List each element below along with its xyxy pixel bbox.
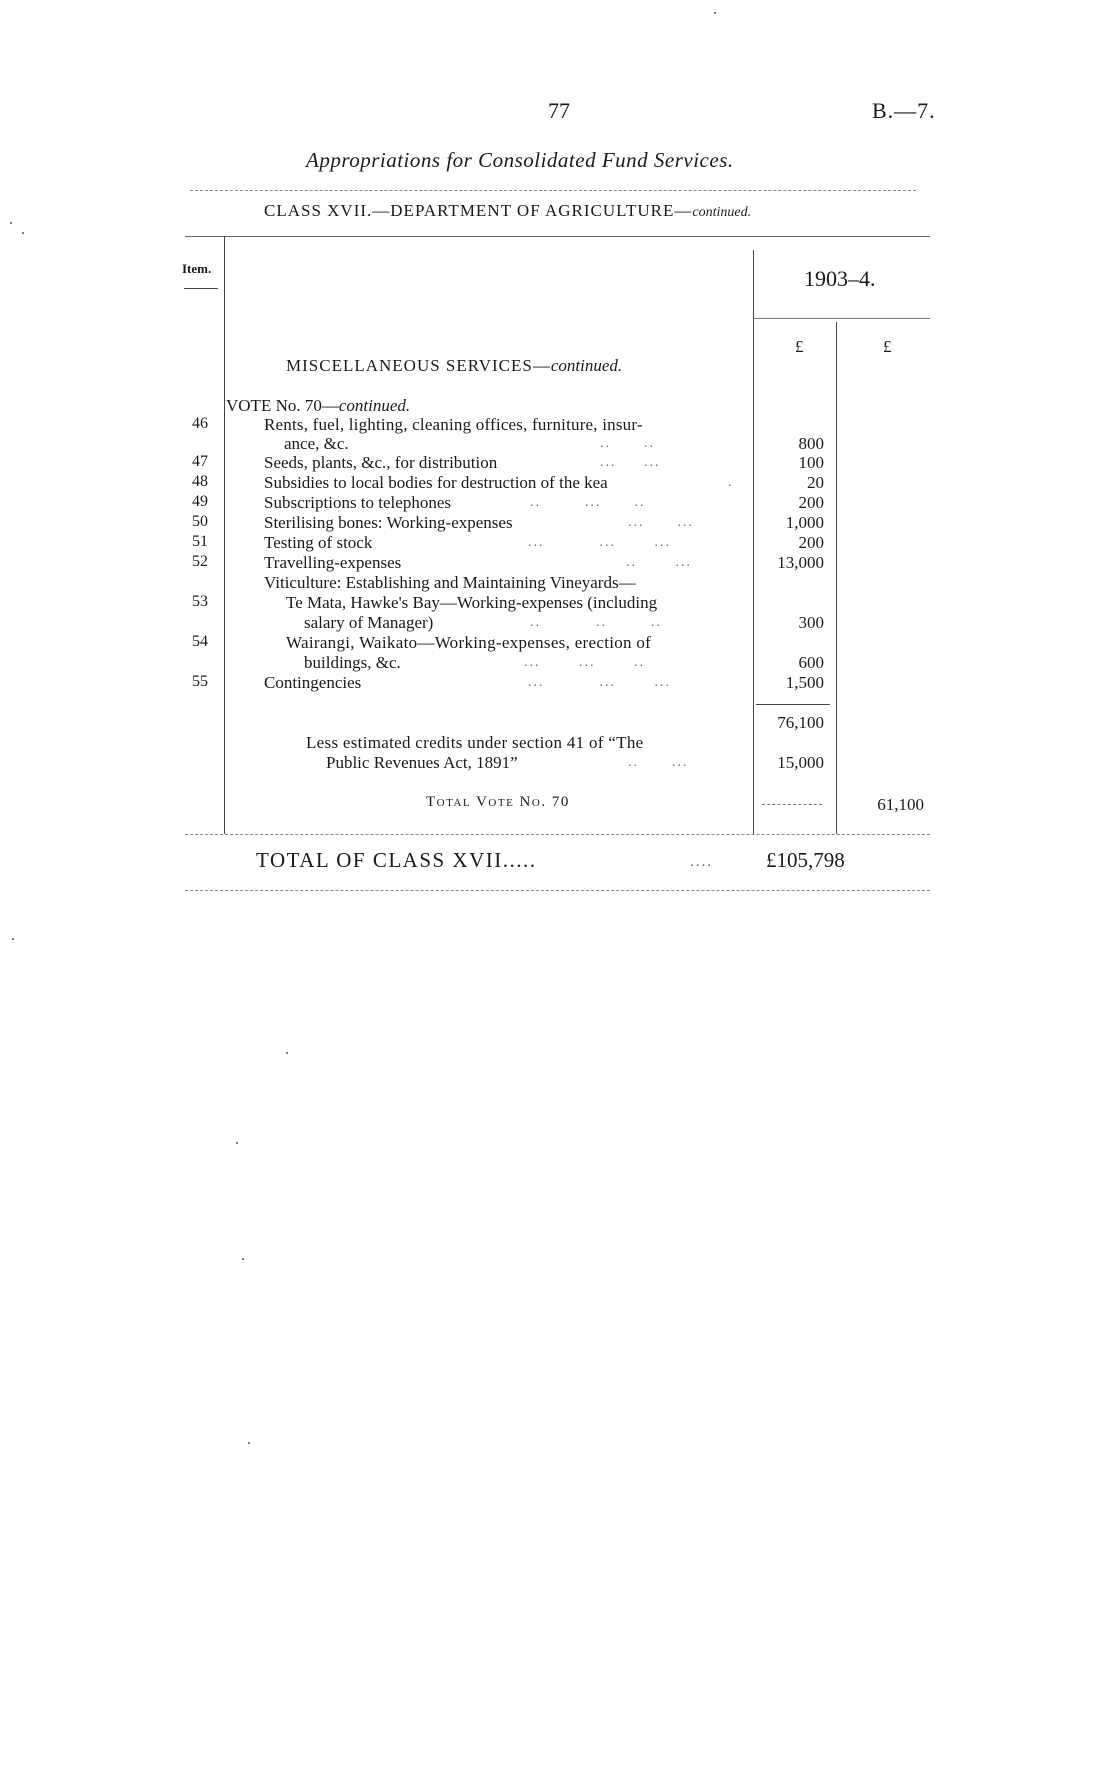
item-column-header: Item. — [182, 261, 212, 276]
vote-heading-continued: continued. — [338, 396, 411, 415]
total-class-label: TOTAL OF CLASS XVII..... — [256, 848, 537, 872]
item-amount: 1,500 — [785, 673, 824, 692]
section-heading-text: MISCELLANEOUS SERVICES— — [286, 356, 551, 375]
credits-description-continued: Public Revenues Act, 1891” — [326, 753, 518, 772]
item-number: 48 — [192, 473, 208, 490]
scan-speck — [10, 222, 12, 224]
scan-speck — [22, 232, 24, 234]
leader-dots: ... ... — [600, 455, 661, 470]
leader-dots: ... ... ... — [528, 535, 671, 550]
total-column-divider — [836, 322, 837, 834]
item-amount: 200 — [798, 533, 824, 552]
subtotal-amount: 76,100 — [777, 713, 824, 732]
class-heading-text: CLASS XVII.—DEPARTMENT OF AGRICULTURE— — [264, 201, 693, 220]
page-title: Appropriations for Consolidated Fund Services. — [306, 148, 734, 172]
scan-speck — [236, 1142, 238, 1144]
leader-dots: . — [728, 475, 734, 490]
viticulture-subheading: Viticulture: Establishing and Maintaining Vineyards— — [264, 573, 636, 592]
amount-column-divider — [753, 250, 754, 834]
item-number: 51 — [192, 533, 208, 550]
item-amount: 13,000 — [777, 553, 824, 572]
title-rule — [190, 190, 916, 191]
leader-dots: .. ... — [626, 555, 692, 570]
item-description: Sterilising bones: Working-expenses — [264, 513, 513, 532]
item-description: Subscriptions to telephones — [264, 493, 451, 512]
year-header-rule — [753, 318, 930, 319]
scan-speck — [286, 1052, 288, 1054]
item-description: Travelling-expenses — [264, 553, 402, 572]
class-heading-continued: continued. — [692, 205, 752, 220]
item-amount: 20 — [807, 473, 824, 492]
leader-dots: .. ... — [628, 755, 689, 770]
leader-dots: ... ... .. — [524, 655, 645, 670]
item-amount: 800 — [798, 434, 824, 453]
page-number: 77 — [548, 98, 570, 123]
scan-speck — [248, 1442, 250, 1444]
item-number: 50 — [192, 513, 208, 530]
section-heading — [286, 356, 622, 376]
item-number: 53 — [192, 593, 208, 610]
leader-dots: ... ... ... — [528, 675, 671, 690]
currency-symbol-2: £ — [883, 337, 892, 356]
item-description: Subsidies to local bodies for destruction of the kea — [264, 473, 608, 492]
item-description-continued: buildings, &c. — [304, 653, 401, 672]
item-column-divider — [224, 236, 225, 834]
item-description-continued: salary of Manager) — [304, 613, 434, 632]
total-class-top-rule — [185, 834, 930, 835]
vote-heading — [226, 396, 410, 416]
item-header-underline — [184, 288, 218, 289]
leader-dots: .. ... .. — [530, 495, 646, 510]
table-top-rule — [185, 236, 930, 237]
item-amount: 200 — [798, 493, 824, 512]
subtotal-rule — [756, 704, 830, 705]
item-description: Contingencies — [264, 673, 362, 692]
item-description-continued: ance, &c. — [284, 434, 349, 453]
leader-dots: .. .. .. — [530, 615, 662, 630]
scan-speck — [714, 12, 716, 14]
item-amount: 100 — [798, 453, 824, 472]
class-heading — [264, 201, 751, 221]
vote-heading-text: VOTE No. 70— — [226, 396, 339, 415]
leader-dots: .. .. — [600, 436, 655, 451]
total-class-amount: £105,798 — [766, 848, 845, 872]
item-description: Testing of stock — [264, 533, 373, 552]
item-amount: 300 — [798, 613, 824, 632]
total-vote-label: Total Vote No. 70 — [426, 794, 570, 810]
total-vote-amount: 61,100 — [877, 795, 924, 814]
item-number: 46 — [192, 415, 208, 432]
scan-speck — [12, 938, 14, 940]
item-number: 55 — [192, 673, 208, 690]
scan-speck — [242, 1258, 244, 1260]
item-number: 54 — [192, 633, 208, 650]
leader-dots: ... ... — [628, 515, 694, 530]
total-class-bottom-rule — [185, 890, 930, 891]
item-description: Wairangi, Waikato—Working-expenses, erection of — [286, 633, 652, 652]
credits-amount: 15,000 — [777, 753, 824, 772]
year-column-header: 1903–4. — [804, 266, 876, 291]
currency-symbol-1: £ — [795, 337, 804, 356]
credits-description: Less estimated credits under section 41 of “The — [306, 733, 644, 752]
document-reference: B.—7. — [872, 98, 936, 123]
item-number: 52 — [192, 553, 208, 570]
section-heading-continued: continued. — [550, 356, 623, 375]
item-amount: 600 — [798, 653, 824, 672]
total-vote-dash — [762, 804, 822, 805]
item-number: 47 — [192, 453, 208, 470]
item-description: Te Mata, Hawke's Bay—Working-expenses (including — [286, 593, 658, 612]
item-description: Seeds, plants, &c., for distribution — [264, 453, 498, 472]
item-number: 49 — [192, 493, 208, 510]
leader-dots: .... — [690, 854, 713, 870]
item-description: Rents, fuel, lighting, cleaning offices, furniture, insur- — [264, 415, 643, 434]
item-amount: 1,000 — [785, 513, 824, 532]
